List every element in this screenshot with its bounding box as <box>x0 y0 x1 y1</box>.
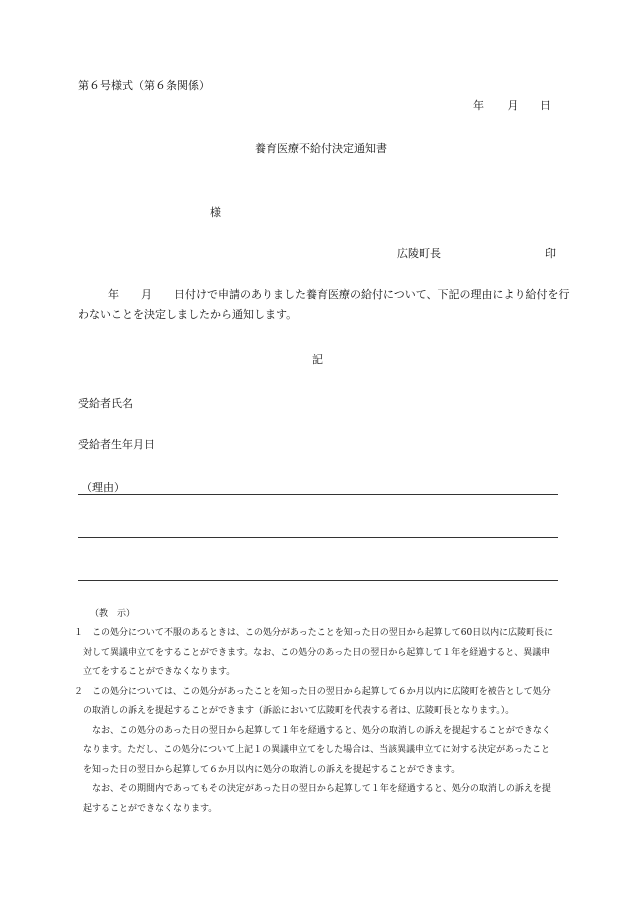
body-month: 月 <box>141 288 152 301</box>
note-line: ２ この処分については、この処分があったことを知った日の翌日から起算して６か月以内に広陵町を被告として処分 <box>74 686 551 697</box>
ki-heading: 記 <box>312 353 323 366</box>
note-line: を知った日の翌日から起算して６か月以内に処分の取消しの訴えを提起することができます。 <box>74 764 461 775</box>
notes-heading: （教 示） <box>90 609 136 619</box>
reason-rule-3 <box>78 580 558 581</box>
body-year: 年 <box>108 288 119 301</box>
note-line: １ この処分について不服のあるときは、この処分があったことを知った日の翌日から起算して60日以内に広陵町長に <box>74 628 554 638</box>
name-label: 受給者氏名 <box>78 397 133 410</box>
reason-label: （理由） <box>81 481 125 494</box>
note-line: なお、その期間内であってもその決定があった日の翌日から起算して１年を経過すると、処分の取消しの訴えを提 <box>74 784 551 794</box>
issuer-name: 広陵町長 <box>397 247 441 260</box>
form-number: 第６号様式（第６条関係） <box>78 79 210 92</box>
date-day: 日 <box>540 99 551 112</box>
note-line: 立てをすることができなくなります。 <box>74 667 236 677</box>
notice-body <box>78 285 570 325</box>
reason-rule-2 <box>78 537 558 538</box>
notes-list <box>74 624 564 819</box>
seal-mark: 印 <box>545 247 556 260</box>
birthdate-label: 受給者生年月日 <box>78 438 155 451</box>
body-line1: 日付けで申請のありました養育医療の給付について、下記の理由により給付を行 <box>174 288 570 301</box>
date-line <box>473 97 551 113</box>
reason-rule-1 <box>78 494 558 495</box>
note-line: 対して異議申立てをすることができます。なお、この処分のあった日の翌日から起算して１年を経過すると、異議申 <box>74 647 551 658</box>
date-month: 月 <box>507 99 519 112</box>
note-line: の取消しの訴えを提起することができます（訴訟において広陵町を代表する者は、広陵町長となります。）。 <box>74 706 515 716</box>
note-line: なります。ただし、この処分について上記１の異議申立てをした場合は、当該異議申立てに対する決定があったこと <box>74 745 551 755</box>
date-year: 年 <box>473 99 484 112</box>
note-line: なお、この処分のあった日の翌日から起算して１年を経過すると、処分の取消しの訴えを提起することができなく <box>74 725 551 736</box>
recipient-honorific: 様 <box>210 206 221 219</box>
note-line: 起することができなくなります。 <box>74 803 218 814</box>
document-title: 養育医療不給付決定通知書 <box>255 142 387 155</box>
body-line2: わないことを決定しましたから通知します。 <box>78 308 298 321</box>
